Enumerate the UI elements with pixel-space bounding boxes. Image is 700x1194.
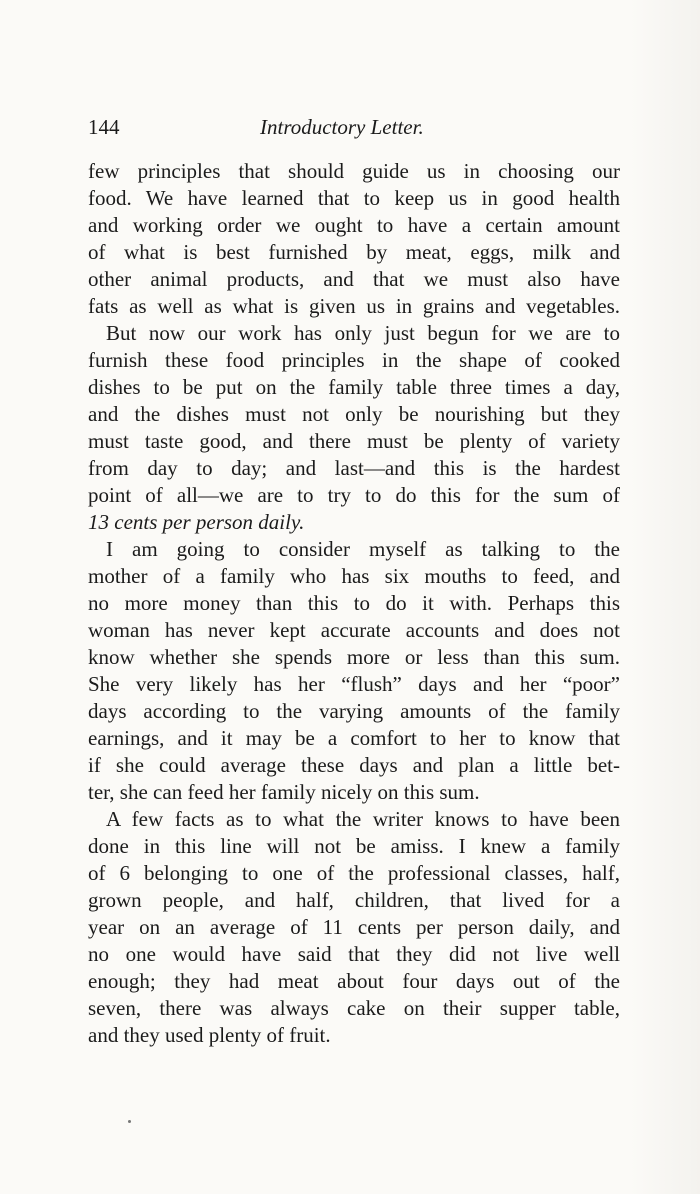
text-line: of 6 belonging to one of the professional classes, half, [88,861,620,885]
text-line: fats as well as what is given us in grains and vegetables. [88,294,620,318]
text-line: of what is best furnished by meat, eggs, milk and [88,240,620,264]
text-line: But now our work has only just begun for we are to [106,321,620,345]
text-line: grown people, and half, children, that lived for a [88,888,620,912]
text-line: done in this line will not be amiss. I knew a family [88,834,620,858]
text-line: few principles that should guide us in choosing our [88,159,620,183]
text-line: ter, she can feed her family nicely on this sum. [88,780,480,804]
text-line: and working order we ought to have a certain amount [88,213,620,237]
text-line: food. We have learned that to keep us in good health [88,186,620,210]
text-line: enough; they had meat about four days out of the [88,969,620,993]
text-line: A few facts as to what the writer knows to have been [106,807,620,831]
text-line: must taste good, and there must be plenty of variety [88,429,620,453]
text-line: I am going to consider myself as talking to the [106,537,620,561]
text-line: furnish these food principles in the shape of cooked [88,348,620,372]
text-line: no more money than this to do it with. Perhaps this [88,591,620,615]
running-head [88,115,618,145]
page-edge-shading [630,0,700,1194]
ink-speck [128,1120,131,1123]
text-line: mother of a family who has six mouths to feed, and [88,564,620,588]
text-line: 13 cents per person daily. [88,510,305,534]
page-number: 144 [88,115,120,139]
text-line: no one would have said that they did not live well [88,942,620,966]
text-line: if she could average these days and plan a little bet- [88,753,620,777]
text-line: point of all—we are to try to do this for the sum of [88,483,620,507]
body-text [88,158,620,1049]
text-line: know whether she spends more or less than this sum. [88,645,620,669]
text-line: She very likely has her “flush” days and her “poor” [88,672,620,696]
text-line: and they used plenty of fruit. [88,1023,331,1047]
text-line: from day to day; and last—and this is the hardest [88,456,620,480]
text-line: dishes to be put on the family table three times a day, [88,375,620,399]
text-line: year on an average of 11 cents per person daily, and [88,915,620,939]
text-line: and the dishes must not only be nourishing but they [88,402,620,426]
text-line: woman has never kept accurate accounts and does not [88,618,620,642]
text-line: other animal products, and that we must also have [88,267,620,291]
text-line: earnings, and it may be a comfort to her to know that [88,726,620,750]
text-line: seven, there was always cake on their supper table, [88,996,620,1020]
running-title: Introductory Letter. [260,115,424,139]
text-line: days according to the varying amounts of the family [88,699,620,723]
